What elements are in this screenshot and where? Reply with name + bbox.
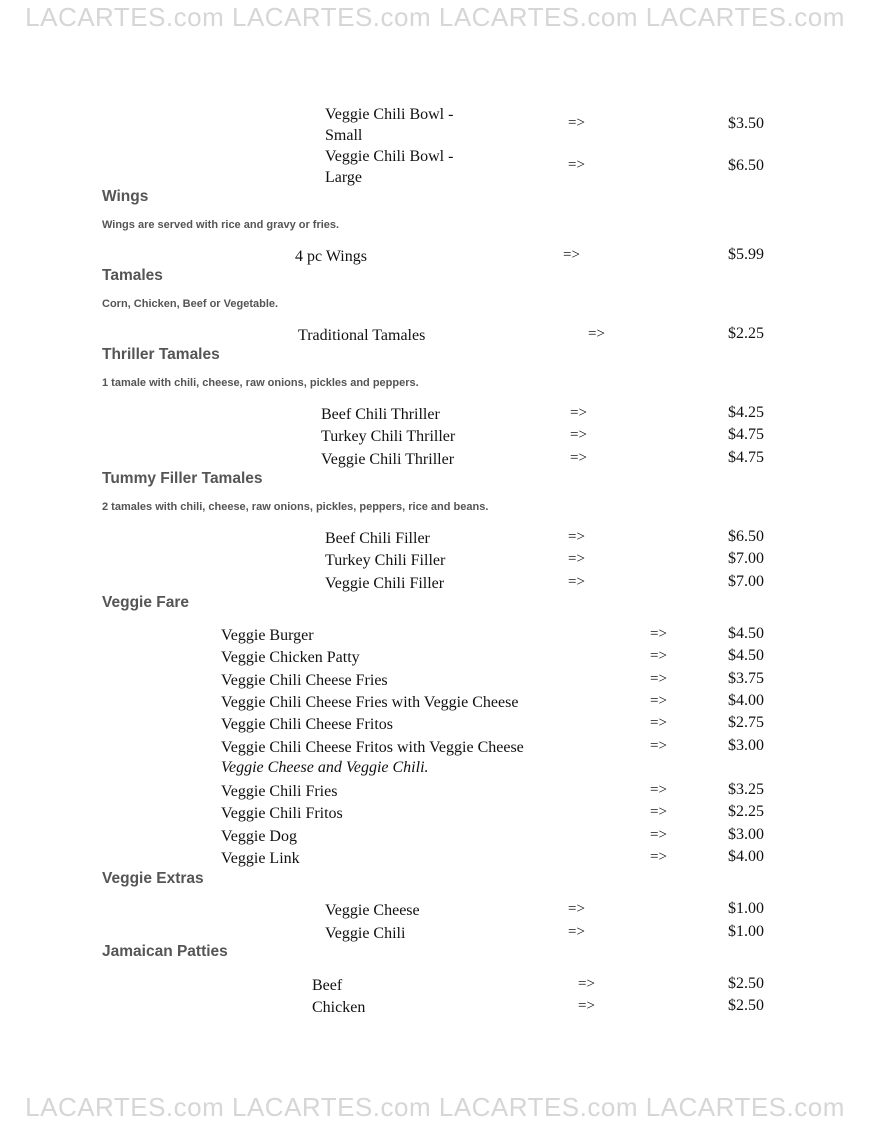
section-heading-veggie-extras: Veggie Extras: [102, 870, 204, 887]
menu-item-arrow: =>: [568, 157, 585, 173]
menu-item-price: $3.25: [728, 781, 764, 798]
section-description-tamales: Corn, Chicken, Beef or Vegetable.: [102, 298, 279, 310]
menu-item-arrow: =>: [578, 976, 595, 992]
menu-item-arrow: =>: [568, 901, 585, 917]
menu-item-name: Veggie Chili Bowl - Small: [325, 106, 454, 144]
menu-item-arrow: =>: [588, 326, 605, 342]
menu-item-price: $2.25: [728, 325, 764, 342]
menu-item-name: Beef Chili Filler: [325, 530, 430, 547]
menu-item-arrow: =>: [568, 551, 585, 567]
menu-item-name: Veggie Link: [221, 850, 300, 867]
menu-item-price: $6.50: [728, 528, 764, 545]
menu-item-price: $4.75: [728, 426, 764, 443]
section-heading-veggie-fare: Veggie Fare: [102, 594, 190, 611]
menu-item-price: $4.25: [728, 404, 764, 421]
menu-item-price: $2.50: [728, 975, 764, 992]
menu-item-price: $3.50: [728, 115, 764, 132]
menu-item-name: Veggie Burger: [221, 627, 314, 644]
menu-item-name: Chicken: [312, 999, 366, 1016]
menu-item-arrow: =>: [650, 715, 667, 731]
menu-item-name: Beef: [312, 977, 343, 994]
section-description-wings: Wings are served with rice and gravy or fries.: [102, 219, 340, 231]
menu-item-arrow: =>: [650, 626, 667, 642]
menu-item-price: $3.75: [728, 670, 764, 687]
menu-item-arrow: =>: [650, 671, 667, 687]
menu-item-arrow: =>: [650, 738, 667, 754]
menu-item-arrow: =>: [568, 115, 585, 131]
menu-item-name: 4 pc Wings: [295, 248, 367, 265]
watermark-top: LACARTES.com LACARTES.com LACARTES.com LACARTES.com: [25, 2, 845, 32]
menu-item-name: Veggie Chili Cheese Fritos: [221, 716, 393, 733]
menu-item-name: Veggie Cheese: [325, 902, 420, 919]
section-description-thriller-tamales: 1 tamale with chili, cheese, raw onions, pickles and peppers.: [102, 377, 419, 389]
menu-item-name: Veggie Chili Cheese Fries with Veggie Cheese: [221, 694, 519, 711]
menu-item-price: $3.00: [728, 826, 764, 843]
menu-item-arrow: =>: [578, 998, 595, 1014]
menu-item-arrow: =>: [650, 827, 667, 843]
menu-item-name: Veggie Chicken Patty: [221, 649, 360, 666]
menu-item-name: Turkey Chili Thriller: [321, 428, 456, 445]
menu-item-arrow: =>: [570, 427, 587, 443]
menu-item-price: $4.00: [728, 692, 764, 709]
menu-item-price: $2.75: [728, 714, 764, 731]
section-description-tummy-filler-tamales: 2 tamales with chili, cheese, raw onions, pickles, peppers, rice and beans.: [102, 501, 489, 513]
menu-item-name: Beef Chili Thriller: [321, 406, 440, 423]
menu-item-name: Traditional Tamales: [298, 327, 426, 344]
menu-item-arrow: =>: [650, 804, 667, 820]
menu-item-arrow: =>: [563, 247, 580, 263]
menu-item-arrow: =>: [568, 924, 585, 940]
menu-item-price: $3.00: [728, 737, 764, 754]
menu-item-arrow: =>: [568, 574, 585, 590]
menu-item-price: $4.50: [728, 625, 764, 642]
section-heading-tamales: Tamales: [102, 267, 163, 284]
menu-item-price: $4.50: [728, 647, 764, 664]
menu-item-arrow: =>: [650, 648, 667, 664]
menu-item-name: Veggie Chili: [325, 925, 406, 942]
menu-item-price: $1.00: [728, 900, 764, 917]
section-heading-jamaican-patties: Jamaican Patties: [102, 943, 228, 960]
menu-item-name: Veggie Chili Cheese Fries: [221, 672, 388, 689]
menu-item-name: Veggie Chili Thriller: [321, 451, 455, 468]
menu-item-arrow: =>: [650, 693, 667, 709]
menu-item-price: $4.75: [728, 449, 764, 466]
menu-item-price: $7.00: [728, 573, 764, 590]
menu-item-name: Veggie Chili Cheese Fritos with Veggie Cheese: [221, 739, 524, 756]
menu-item-price: $5.99: [728, 246, 764, 263]
menu-item-arrow: =>: [570, 405, 587, 421]
section-heading-wings: Wings: [102, 188, 149, 205]
watermark-bottom: LACARTES.com LACARTES.com LACARTES.com LACARTES.com: [25, 1092, 845, 1122]
menu-note: Veggie Cheese and Veggie Chili.: [221, 759, 429, 776]
menu-item-price: $4.00: [728, 848, 764, 865]
menu-item-price: $2.50: [728, 997, 764, 1014]
menu-item-name: Turkey Chili Filler: [325, 552, 446, 569]
menu-item-arrow: =>: [570, 450, 587, 466]
menu-item-name: Veggie Dog: [221, 828, 297, 845]
menu-item-price: $2.25: [728, 803, 764, 820]
menu-item-name: Veggie Chili Fritos: [221, 805, 343, 822]
menu-item-name: Veggie Chili Bowl - Large: [325, 148, 454, 186]
section-heading-tummy-filler-tamales: Tummy Filler Tamales: [102, 470, 263, 487]
menu-item-name: Veggie Chili Filler: [325, 575, 445, 592]
menu-item-arrow: =>: [568, 529, 585, 545]
menu-item-price: $6.50: [728, 157, 764, 174]
menu-item-name: Veggie Chili Fries: [221, 783, 338, 800]
menu-item-arrow: =>: [650, 849, 667, 865]
menu-item-price: $1.00: [728, 923, 764, 940]
section-heading-thriller-tamales: Thriller Tamales: [102, 346, 220, 363]
menu-item-price: $7.00: [728, 550, 764, 567]
menu-item-arrow: =>: [650, 782, 667, 798]
